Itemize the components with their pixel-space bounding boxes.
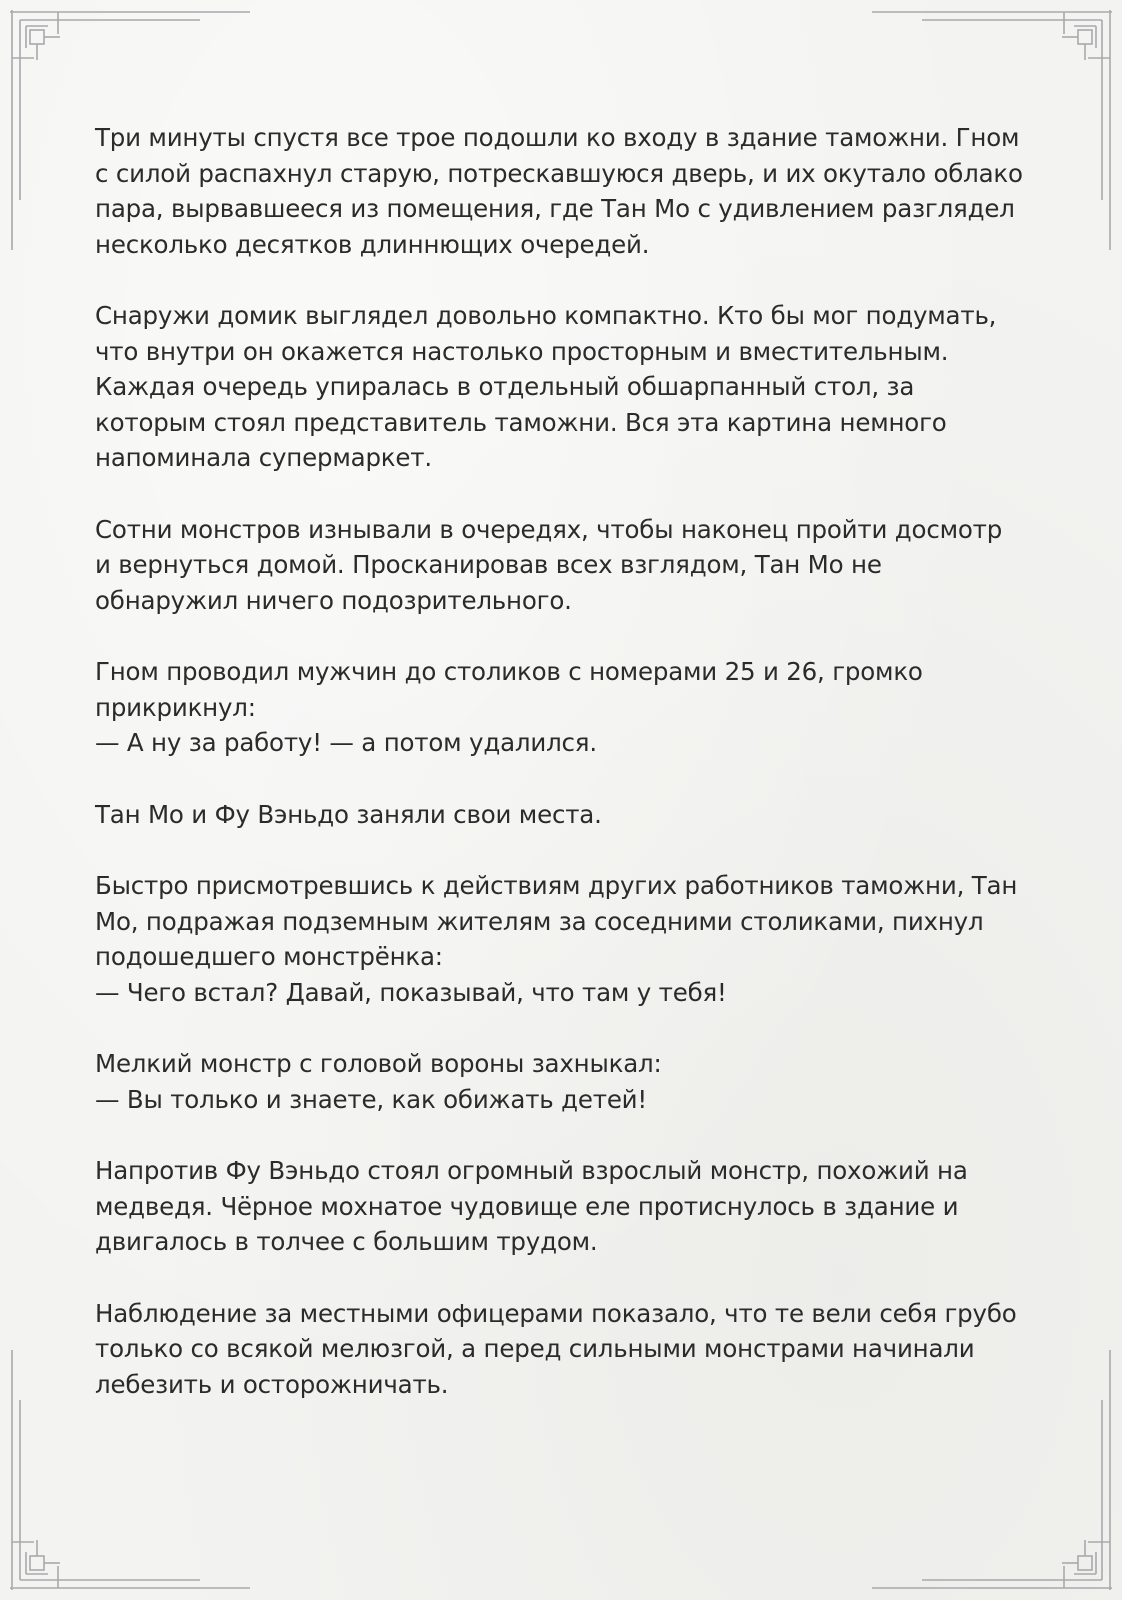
- paragraph: Напротив Фу Вэньдо стоял огромный взрослый монстр, похожий на медведя. Чёрное мохнатое чудовище еле протиснулось в здание и двигалось в толчее с большим трудом.: [95, 1156, 968, 1256]
- paragraph: Мелкий монстр с головой вороны захныкал: — Вы только и знаете, как обижать детей!: [95, 1049, 662, 1114]
- paragraph: Снаружи домик выглядел довольно компактно. Кто бы мог подумать, что внутри он окажется настолько просторным и вместительным. Каждая очередь упиралась в отдельный обшарпанный стол, за которым стоял представитель таможни. Вся эта картина немного напоминала супермаркет.: [95, 301, 997, 472]
- paragraph: Сотни монстров изнывали в очередях, чтобы наконец пройти досмотр и вернуться домой. Просканировав всех взглядом, Тан Мо не обнаружил ничего подозрительного.: [95, 514, 1003, 615]
- paragraph: Быстро присмотревшись к действиям других работников таможни, Тан Мо, подражая подземным жителям за соседними столиками, пихнул подошедшего монстрёнка: — Чего встал? Давай, показывай, что там у тебя!: [95, 871, 1018, 1007]
- story-text: [95, 120, 1025, 1438]
- paragraph: Наблюдение за местными офицерами показало, что те вели себя грубо только со всякой мелюзгой, а перед сильными монстрами начинали лебезить и осторожничать.: [95, 1298, 1017, 1399]
- paragraph: Гном проводил мужчин до столиков с номерами 25 и 26, громко прикрикнул: — А ну за работу! — а потом удалился.: [95, 657, 923, 757]
- paragraph: Тан Мо и Фу Вэньдо заняли свои места.: [95, 799, 602, 829]
- paragraph: Три минуты спустя все трое подошли ко входу в здание таможни. Гном с силой распахнул старую, потрескавшуюся дверь, и их окутало облако пара, вырвавшееся из помещения, где Тан Мо с удивлением разглядел несколько десятков длиннющих очередей.: [95, 123, 1023, 259]
